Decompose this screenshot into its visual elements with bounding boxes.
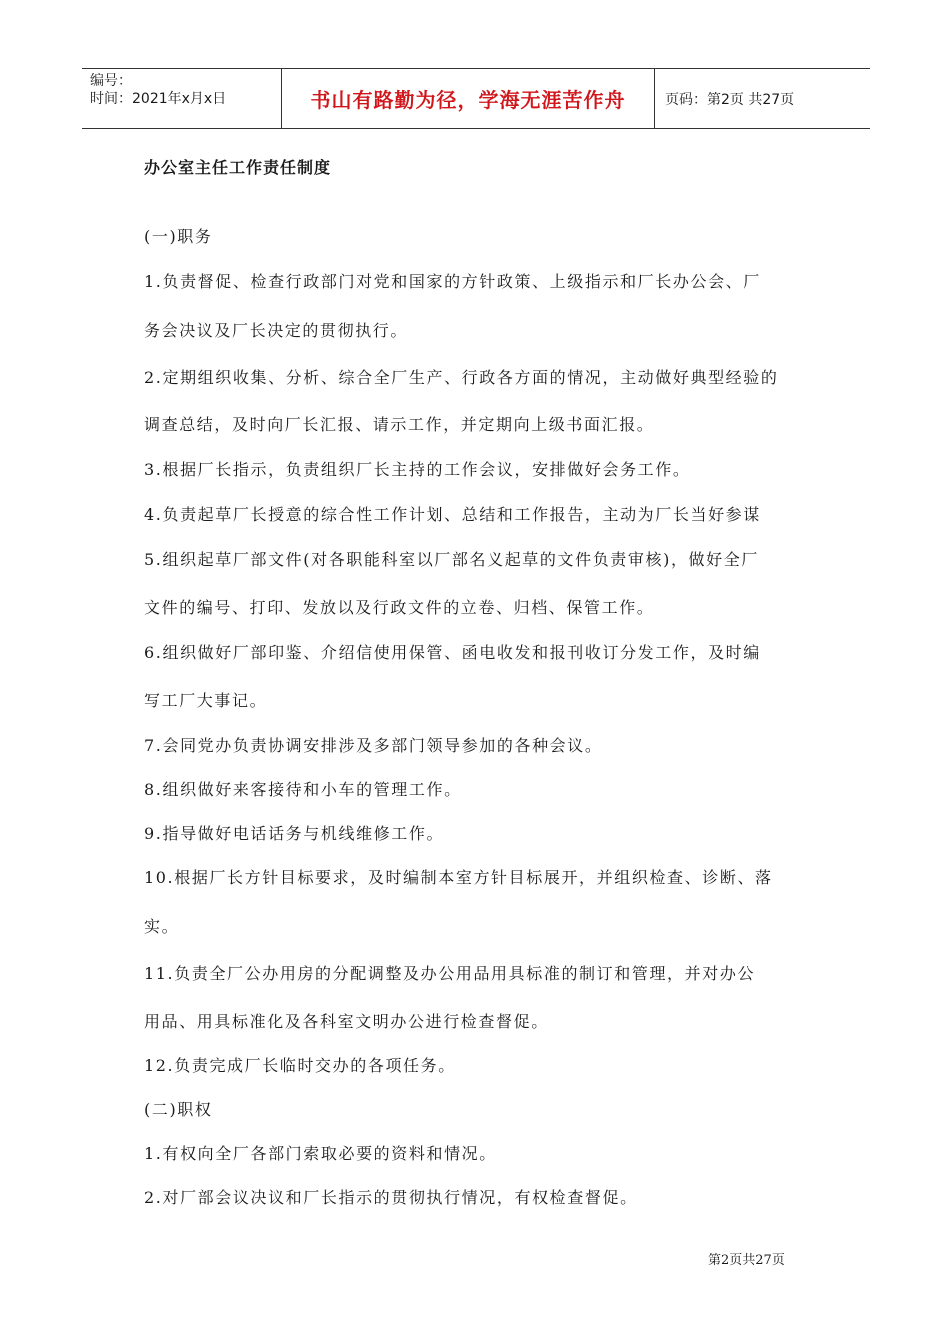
paragraph-line: 1.有权向全厂各部门索取必要的资料和情况。 (144, 1144, 497, 1163)
header-page-info: 页码：第2页 共27页 (665, 91, 795, 108)
paragraph-line: 调查总结，及时向厂长汇报、请示工作，并定期向上级书面汇报。 (144, 415, 655, 434)
paragraph-line: 7.会同党办负责协调安排涉及多部门领导参加的各种会议。 (144, 736, 603, 755)
paragraph-line: 写工厂大事记。 (144, 691, 268, 710)
doc-number-label: 编号： (90, 73, 132, 89)
document-title: 办公室主任工作责任制度 (144, 158, 332, 177)
header-meta-cell (82, 69, 282, 128)
paragraph-line: 8.组织做好来客接待和小车的管理工作。 (144, 780, 462, 799)
section-heading-duties: (一)职务 (144, 227, 213, 246)
paragraph-line: 务会决议及厂长决定的贯彻执行。 (144, 321, 409, 340)
section-heading-powers: (二)职权 (144, 1100, 213, 1119)
paragraph-line: 2.对厂部会议决议和厂长指示的贯彻执行情况，有权检查督促。 (144, 1188, 638, 1207)
paragraph-line: 3.根据厂长指示，负责组织厂长主持的工作会议，安排做好会务工作。 (144, 460, 691, 479)
page-footer: 第2页共27页 (708, 1253, 785, 1268)
header-table (82, 68, 870, 129)
paragraph-line: 4.负责起草厂长授意的综合性工作计划、总结和工作报告，主动为厂长当好参谋 (144, 505, 761, 524)
paragraph-line: 9.指导做好电话话务与机线维修工作。 (144, 824, 445, 843)
paragraph-line: 12.负责完成厂长临时交办的各项任务。 (144, 1056, 456, 1075)
paragraph-line: 5.组织起草厂部文件(对各职能科室以厂部名义起草的文件负责审核)，做好全厂 (144, 550, 759, 569)
paragraph-line: 实。 (144, 917, 180, 936)
paragraph-line: 1.负责督促、检查行政部门对党和国家的方针政策、上级指示和厂长办公会、厂 (144, 272, 761, 291)
header-motto: 书山有路勤为径，学海无涯苦作舟 (282, 69, 655, 128)
paragraph-line: 6.组织做好厂部印鉴、介绍信使用保管、函电收发和报刊收订分发工作，及时编 (144, 643, 761, 662)
paragraph-line: 2.定期组织收集、分析、综合全厂生产、行政各方面的情况，主动做好典型经验的 (144, 368, 779, 387)
paragraph-line: 用品、用具标准化及各科室文明办公进行检查督促。 (144, 1012, 549, 1031)
paragraph-line: 文件的编号、打印、发放以及行政文件的立卷、归档、保管工作。 (144, 598, 655, 617)
paragraph-line: 11.负责全厂公办用房的分配调整及办公用品用具标准的制订和管理，并对办公 (144, 964, 756, 983)
doc-time-label: 时间：2021年x月x日 (90, 91, 227, 107)
paragraph-line: 10.根据厂长方针目标要求，及时编制本室方针目标展开，并组织检查、诊断、落 (144, 868, 773, 887)
